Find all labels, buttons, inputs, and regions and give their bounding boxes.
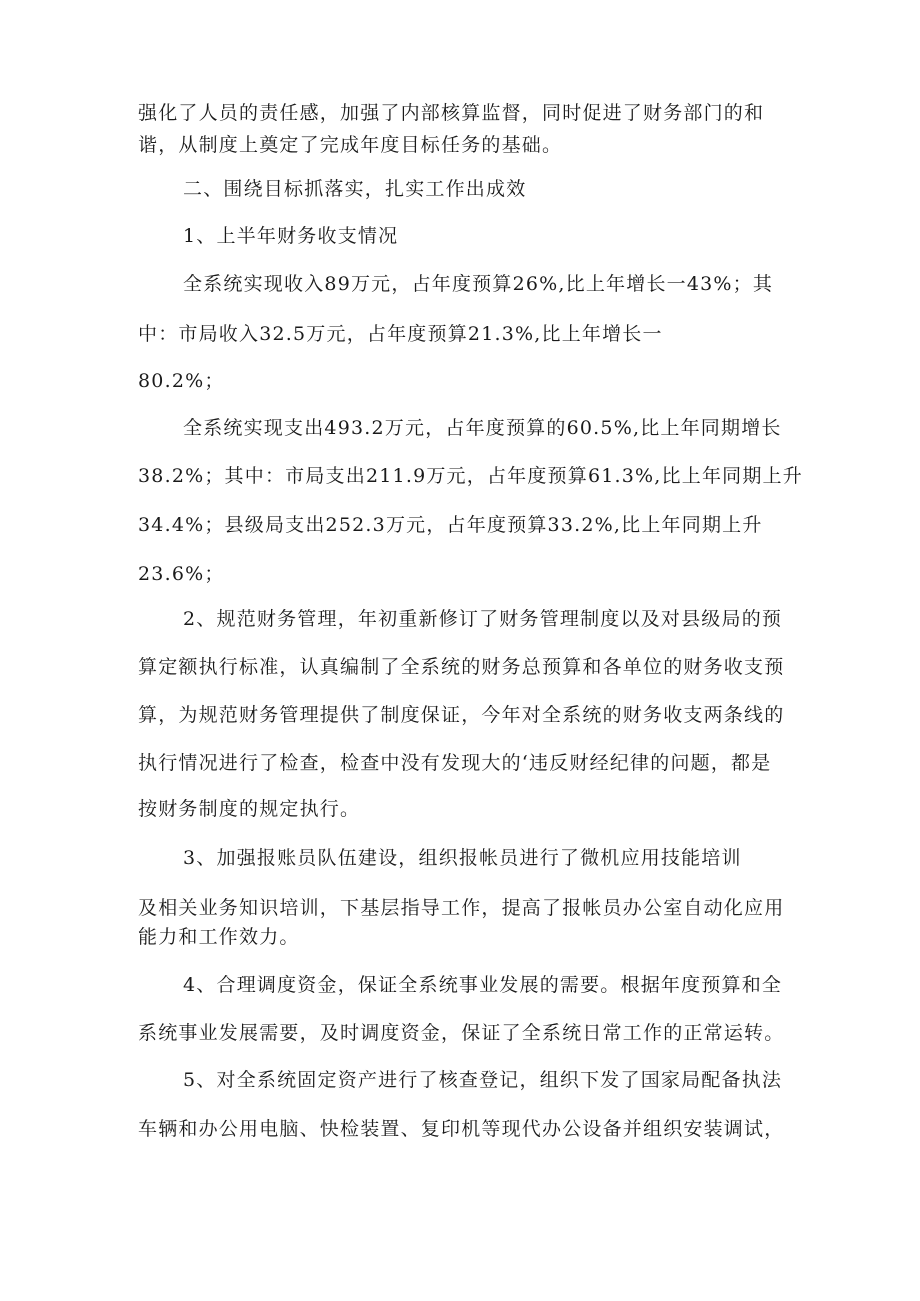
subsection-heading: 1、上半年财务收支情况 (183, 225, 399, 247)
paragraph-line: 系统事业发展需要，及时调度资金，保证了全系统日常工作的正常运转。 (138, 1022, 785, 1044)
paragraph-line: 4、合理调度资金，保证全系统事业发展的需要。根据年度预算和全 (183, 974, 783, 996)
paragraph-line: 能力和工作效力。 (138, 926, 300, 948)
section-heading: 二、围绕目标抓落实，扎实工作出成效 (183, 178, 527, 200)
paragraph-line: 按财务制度的规定执行。 (138, 798, 361, 820)
paragraph-line: 3、加强报账员队伍建设，组织报帐员进行了微机应用技能培训 (183, 847, 742, 869)
paragraph-line: 及相关业务知识培训，下基层指导工作，提高了报帐员办公室自动化应用 (138, 897, 785, 919)
paragraph-line: 执行情况进行了检查，检查中没有发现大的‘违反财经纪律的问题，都是 (138, 752, 772, 774)
paragraph-line: 谐，从制度上奠定了完成年度目标任务的基础。 (138, 134, 563, 156)
paragraph-line: 2、规范财务管理，年初重新修订了财务管理制度以及对县级局的预 (183, 608, 783, 630)
paragraph-line: 车辆和办公用电脑、快检装置、复印机等现代办公设备并组织安装调试， (138, 1118, 785, 1140)
paragraph-line: 34.4%；县级局支出252.3万元，占年度预算33.2%,比上年同期上升 (138, 514, 763, 536)
paragraph-line: 38.2%；其中：市局支出211.9万元，占年度预算61.3%,比上年同期上升 (138, 465, 803, 487)
paragraph-line: 23.6%； (138, 563, 225, 585)
paragraph-line: 中：市局收入32.5万元，占年度预算21.3%,比上年增长一 (138, 323, 663, 345)
paragraph-line: 算，为规范财务管理提供了制度保证，今年对全系统的财务收支两条线的 (138, 704, 785, 726)
paragraph-line: 全系统实现支出493.2万元，占年度预算的60.5%,比上年同期增长 (183, 417, 782, 439)
paragraph-line: 80.2%； (138, 370, 225, 392)
paragraph-line: 算定额执行标准，认真编制了全系统的财务总预算和各单位的财务收支预 (138, 656, 785, 678)
paragraph-line: 全系统实现收入89万元，占年度预算26%,比上年增长一43%；其 (183, 273, 774, 295)
paragraph-line: 强化了人员的责任感，加强了内部核算监督，同时促进了财务部门的和 (138, 102, 765, 124)
paragraph-line: 5、对全系统固定资产进行了核查登记，组织下发了国家局配备执法 (183, 1069, 783, 1091)
